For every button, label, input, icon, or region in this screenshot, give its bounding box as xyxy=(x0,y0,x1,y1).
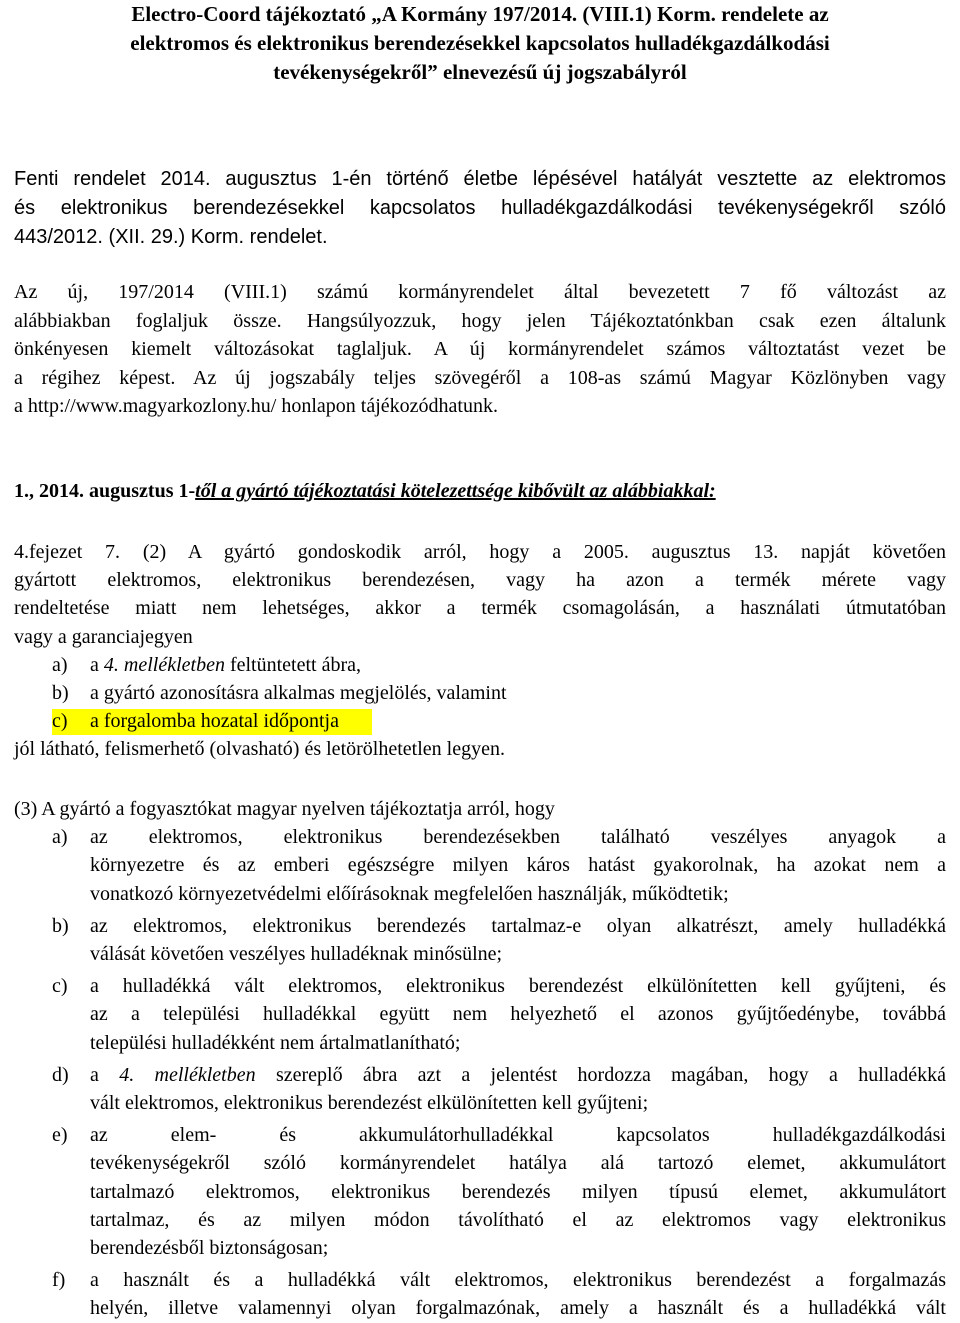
title-line: tevékenységekről” elnevezésű új jogszabályról xyxy=(273,60,687,84)
list-marker: c) xyxy=(52,710,68,733)
list-marker: b) xyxy=(52,682,69,705)
paragraph-7-3 xyxy=(14,795,946,1323)
paragraph-7-2 xyxy=(14,538,946,764)
text-line: tevékenységekről szóló kormányrendelet hatálya alá tartozó elemet, akkumulátort xyxy=(90,1152,946,1175)
text-line: tartalmazó elektromos, elektronikus berendezés milyen típusú elemet, akkumulátort xyxy=(90,1180,946,1203)
text-line: a régihez képest. Az új jogszabály teljes szövegéről a 108-as számú Magyar Közlönyben vagy xyxy=(14,366,946,389)
list-text: szereplő ábra azt a jelentést hordozza magában, hogy a hulladékká xyxy=(255,1063,946,1086)
list-marker: c) xyxy=(52,975,68,998)
text-line: jól látható, felismerhető (olvasható) és letörölhetetlen legyen. xyxy=(14,738,505,761)
list-item xyxy=(14,823,946,908)
text-line: az elem- és akkumulátorhulladékkal kapcsolatos hulladékgazdálkodási xyxy=(90,1124,946,1147)
text-line: vált elektromos, elektronikus berendezést elkülönítetten kell gyűjteni; xyxy=(90,1092,649,1115)
text-line: az elektromos, elektronikus berendezésekben található veszélyes anyagok a xyxy=(90,826,946,849)
text-line: gyártott elektromos, elektronikus berendezésen, vagy ha azon a termék mérete vagy xyxy=(14,569,946,592)
summary-paragraph xyxy=(14,278,946,421)
text-line: tartalmaz, és az milyen módon távolítható el az elektromos vagy elektronikus xyxy=(90,1208,946,1231)
text-line: válását követően veszélyes hulladéknak minősülne; xyxy=(90,943,503,966)
text-line: Fenti rendelet 2014. augusztus 1-én történő életbe lépésével hatályát vesztette az elektromos xyxy=(14,168,946,190)
list-item xyxy=(14,1266,946,1322)
text-line: 443/2012. (XII. 29.) Korm. rendelet. xyxy=(14,226,328,248)
list-item xyxy=(14,651,946,679)
list-item xyxy=(14,679,946,707)
text-line: vagy a garanciajegyen xyxy=(14,625,193,648)
text-line: az elektromos, elektronikus berendezés tartalmaz-e olyan alkatrészt, amely hulladékká xyxy=(90,914,946,937)
section-heading-emphasis: től a gyártó tájékoztatási kötelezettsége kibővült az alábbiakkal: xyxy=(195,480,716,502)
text-line: alábbiakban foglaljuk össze. Hangsúlyozzuk, hogy jelen Tájékoztatónkban csak ezen általunk xyxy=(14,309,946,332)
list-text-emphasis: 4. mellékletben xyxy=(119,1063,256,1086)
list-item xyxy=(14,1121,946,1262)
text-line: 4.fejezet 7. (2) A gyártó gondoskodik arról, hogy a 2005. augusztus 13. napját követően xyxy=(14,541,946,563)
text-line: a http://www.magyarkozlony.hu/ honlapon tájékozódhatunk. xyxy=(14,395,498,417)
text-line: a használt és a hulladékká vált elektromos, elektronikus berendezést a forgalmazás xyxy=(90,1269,946,1292)
text-line: települési hulladékként nem ártalmatlanítható; xyxy=(90,1031,461,1054)
text-line: vonatkozó környezetvédelmi előírásoknak megfelelően használják, működtetik; xyxy=(90,882,729,905)
list-marker: a) xyxy=(52,826,68,849)
list-item xyxy=(14,1061,946,1117)
text-line: az a települési hulladékkal együtt nem helyezhető el azonos gyűjtőedénybe, továbbá xyxy=(90,1003,946,1026)
list-marker: a) xyxy=(52,653,68,676)
list-text: a gyártó azonosításra alkalmas megjelölés, valamint xyxy=(90,682,507,705)
intro-paragraph xyxy=(14,165,946,252)
section-heading-prefix: 1., 2014. augusztus 1- xyxy=(14,480,196,502)
list-text: a xyxy=(90,1063,120,1086)
list-text: feltüntetett ábra, xyxy=(224,653,361,676)
list-item-highlighted xyxy=(14,707,946,735)
list-item xyxy=(14,972,946,1057)
document-title xyxy=(40,0,920,87)
text-line: (3) A gyártó a fogyasztókat magyar nyelven tájékoztatja arról, hogy xyxy=(14,798,555,820)
list-marker: b) xyxy=(52,914,69,937)
list-marker: d) xyxy=(52,1063,69,1086)
list-marker: f) xyxy=(52,1269,66,1292)
text-line: és elektronikus berendezésekkel kapcsolatos hulladékgazdálkodási tevékenységekről szóló xyxy=(14,197,946,219)
text-line: Az új, 197/2014 (VIII.1) számú kormányrendelet által bevezetett 7 fő változást az xyxy=(14,281,946,303)
title-line: Electro-Coord tájékoztató „A Kormány 197/2014. (VIII.1) Korm. rendelete az xyxy=(131,2,829,26)
text-line: berendezésből biztonságosan; xyxy=(90,1237,329,1260)
title-line: elektromos és elektronikus berendezésekkel kapcsolatos hulladékgazdálkodási xyxy=(130,31,830,55)
list-text-emphasis: 4. mellékletben xyxy=(103,653,225,676)
text-line: a hulladékká vált elektromos, elektronikus berendezést elkülönítetten kell gyűjteni, és xyxy=(90,975,946,998)
list-text: a forgalomba hozatal időpontja xyxy=(90,710,339,733)
list-item xyxy=(14,912,946,968)
list-text: a xyxy=(90,653,104,676)
list-marker: e) xyxy=(52,1124,68,1147)
text-line: helyén, illetve valamennyi olyan forgalmazónak, amely a használt és a hulladékká vált xyxy=(90,1297,946,1320)
text-line xyxy=(90,1061,946,1089)
text-line: rendeltetése miatt nem lehetséges, akkor a termék csomagolásán, a használati útmutatóban xyxy=(14,597,946,620)
text-line: önkényesen kiemelt változásokat taglaljuk. A új kormányrendelet számos változtatást vezet be xyxy=(14,338,946,360)
text-line: környezetre és az emberi egészségre milyen káros hatást gyakorolnak, ha azokat nem a xyxy=(90,854,946,877)
section-heading xyxy=(14,480,716,503)
